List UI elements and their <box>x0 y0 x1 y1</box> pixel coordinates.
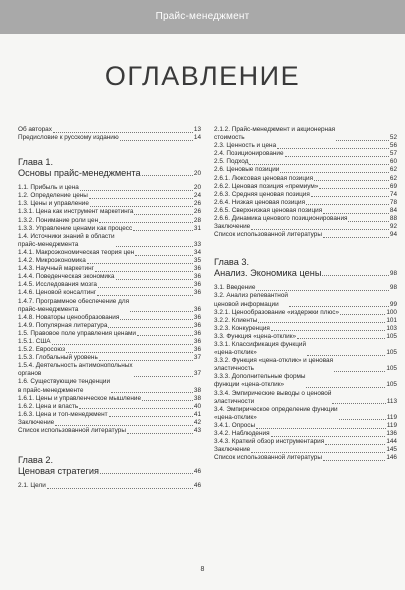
toc-entry-page: 33 <box>193 240 201 248</box>
toc-entry-page: 14 <box>193 134 201 142</box>
toc-entry-title: 1.3.1. Цена как инструмент маркетинга <box>18 208 134 216</box>
toc-entry-page: 60 <box>389 158 397 166</box>
toc-entry[interactable] <box>18 314 201 322</box>
dot-leader <box>95 271 193 272</box>
dot-leader <box>334 371 385 372</box>
toc-entry[interactable] <box>18 265 201 273</box>
toc-entry-page: 119 <box>386 413 397 421</box>
toc-entry[interactable] <box>214 191 397 199</box>
toc-entry[interactable] <box>18 217 201 225</box>
toc-entry[interactable] <box>214 158 397 166</box>
toc-entry[interactable] <box>18 273 201 281</box>
toc-entry-page: 105 <box>386 381 397 389</box>
toc-entry[interactable] <box>18 411 201 419</box>
toc-entry-title: 2.6. Ценовые позиции <box>214 166 280 174</box>
toc-entry[interactable] <box>18 378 201 394</box>
toc-entry-page: 94 <box>389 231 397 239</box>
dot-leader <box>271 436 386 437</box>
toc-entry-title: 1.4.1. Макроэкономическая теория цен <box>18 248 135 256</box>
toc-entry-page: 52 <box>389 134 397 142</box>
toc-entry-title: 2.6.1. Люксовая ценовая позиция <box>214 174 314 182</box>
toc-entry-title: 3.4.2. Наблюдения <box>214 430 270 437</box>
dot-leader <box>116 279 193 280</box>
toc-entry-page: 101 <box>386 316 397 324</box>
dot-leader <box>256 290 389 291</box>
dot-leader <box>109 416 193 417</box>
toc-entry[interactable] <box>214 207 397 215</box>
toc-entry-title: 1.4.4. Поведенческая экономика <box>18 273 115 281</box>
toc-entry[interactable] <box>214 373 397 389</box>
toc-entry-page: 105 <box>386 332 397 340</box>
toc-entry[interactable] <box>18 322 201 330</box>
dot-leader <box>251 452 385 453</box>
dot-leader <box>53 132 193 133</box>
toc-entry-title: 1.6. Существующие тенденции в прайс-менеджменте <box>18 378 111 394</box>
toc-entry[interactable] <box>18 482 201 490</box>
chapter-3-entries <box>214 284 397 462</box>
toc-entry[interactable] <box>214 317 397 325</box>
toc-entry[interactable] <box>18 330 201 338</box>
toc-entry-page: 36 <box>193 337 201 345</box>
toc-entry-title: Об авторах <box>18 126 52 133</box>
toc-entry-page: 145 <box>386 446 397 454</box>
toc-entry[interactable] <box>18 192 201 200</box>
toc-entry-page: 99 <box>389 300 397 308</box>
page-number: 8 <box>200 566 205 573</box>
dot-leader <box>90 206 193 207</box>
toc-entry[interactable] <box>18 126 201 134</box>
toc-entry-title: 1.4.8. Новаторы ценообразования <box>18 313 120 321</box>
toc-entry-title: 3.2.3. Конкуренция <box>214 324 270 332</box>
toc-entry[interactable] <box>18 257 201 265</box>
dot-leader <box>99 222 193 223</box>
toc-entry-page: 36 <box>193 321 201 329</box>
toc-entry-title: 3.3.3. Дополнительные формы функции «цена-отклик» <box>214 373 306 389</box>
toc-entry-page: 26 <box>193 200 201 208</box>
toc-entry[interactable] <box>18 427 201 435</box>
toc-entry-page: 103 <box>386 324 397 332</box>
chapter-page: 46 <box>193 468 201 476</box>
dot-leader <box>325 444 385 445</box>
toc-entry-title: 3.3.1. Классификация функций «цена-отклик» <box>214 340 307 357</box>
dot-leader <box>280 172 389 173</box>
toc-entry[interactable] <box>214 341 397 357</box>
toc-entry-page: 36 <box>193 289 201 297</box>
toc-entry[interactable] <box>214 231 397 239</box>
toc-entry[interactable] <box>214 325 397 333</box>
dot-leader <box>127 433 193 434</box>
dot-leader <box>87 263 193 264</box>
toc-entry-page: 34 <box>193 248 201 256</box>
toc-entry-title: 1.4.2. Микроэкономика <box>18 257 86 265</box>
dot-leader <box>111 392 193 393</box>
toc-entry[interactable] <box>214 199 397 207</box>
toc-entry-page: 26 <box>193 208 201 216</box>
toc-right-column <box>214 126 397 462</box>
dot-leader <box>100 473 193 474</box>
toc-entry-page: 36 <box>193 305 201 313</box>
toc-entry-title: 3.3.4. Эмпирические выводы о ценовой эластичности <box>214 389 332 405</box>
toc-entry[interactable] <box>214 175 397 183</box>
toc-entry-title: 3.2.2. Клиенты <box>214 316 258 324</box>
dot-leader <box>79 408 193 409</box>
chapter-2-entries <box>18 482 201 490</box>
dot-leader <box>289 306 389 307</box>
toc-entry-title: 1.3.3. Управление ценами как процесс <box>18 224 133 232</box>
dot-leader <box>120 319 193 320</box>
toc-entry-page: 35 <box>193 257 201 265</box>
dot-leader <box>311 196 389 197</box>
toc-entry[interactable] <box>18 249 201 257</box>
toc-entry-page: 38 <box>193 386 201 394</box>
dot-leader <box>133 230 193 231</box>
toc-entry-title: 1.4. Источники знаний в области прайс-менеджмента <box>18 232 115 248</box>
toc-entry-title: 2.6.6. Динамика ценового позиционирования <box>214 215 348 223</box>
toc-entry-page: 84 <box>389 206 397 214</box>
dot-leader <box>285 156 389 157</box>
dot-leader <box>297 338 385 339</box>
toc-entry-title: 1.5.3. Глобальный уровень <box>18 354 98 362</box>
toc-entry-page: 13 <box>193 126 201 133</box>
toc-entry-page: 31 <box>193 224 201 232</box>
dot-leader <box>116 246 193 247</box>
toc-entry[interactable] <box>214 430 397 438</box>
toc-entry-title: 3.3. Функция «цена-отклик» <box>214 332 297 340</box>
toc-entry-title: Предисловие к русскому изданию <box>18 134 119 142</box>
toc-entry-page: 20 <box>193 184 201 192</box>
toc-entry[interactable] <box>18 338 201 346</box>
toc-entry-title: 1.4.9. Популярная литература <box>18 321 108 329</box>
dot-leader <box>307 355 385 356</box>
toc-entry-page: 43 <box>193 427 201 434</box>
dot-leader <box>98 287 193 288</box>
toc-entry[interactable] <box>214 292 397 308</box>
toc-entry[interactable] <box>214 422 397 430</box>
toc-entry-title: 2.6.4. Низкая ценовая позиция <box>214 198 306 206</box>
toc-entry[interactable] <box>214 150 397 158</box>
toc-entry-title: 1.3. Цены и управление <box>18 200 89 208</box>
toc-entry-page: 69 <box>389 182 397 190</box>
toc-entry[interactable] <box>18 362 201 378</box>
toc-entry-page: 37 <box>193 370 201 378</box>
chapter-name: Анализ. Экономика цены <box>214 267 322 278</box>
toc-entry-title: 1.4.3. Научный маркетинг <box>18 265 94 273</box>
toc-entry-title: 1.6.1. Цены и управленческое мышление <box>18 394 141 402</box>
chapter-name: Ценовая стратегия <box>18 465 99 476</box>
dot-leader <box>47 488 193 489</box>
toc-entry-page: 98 <box>389 284 397 292</box>
toc-entry-title: Список использованной литературы <box>214 231 322 239</box>
dot-leader <box>336 140 389 141</box>
toc-entry-page: 36 <box>193 281 201 289</box>
dot-leader <box>339 419 386 420</box>
toc-entry[interactable] <box>214 390 397 406</box>
toc-entry-page: 36 <box>193 273 201 281</box>
toc-entry[interactable] <box>214 357 397 373</box>
dot-leader <box>120 140 193 141</box>
toc-entry-title: 3.4.3. Краткий обзор инструментария <box>214 438 325 446</box>
dot-leader <box>271 330 385 331</box>
dot-leader <box>80 190 193 191</box>
toc-entry-title: 1.4.7. Программное обеспечение для прайс-менеджмента <box>18 297 130 313</box>
dot-leader <box>340 314 385 315</box>
dot-leader <box>142 400 193 401</box>
toc-entry-title: 3.2. Анализ релевантной ценовой информации <box>214 292 288 308</box>
toc-entry-title: 1.5. Правовое поле управления ценами <box>18 329 136 337</box>
toc-entry-title: 2.4. Позиционирование <box>214 150 284 158</box>
toc-entry[interactable] <box>18 208 201 216</box>
chapter-label: Глава 3. <box>214 257 250 268</box>
dot-leader <box>137 335 193 336</box>
dot-leader <box>314 180 389 181</box>
toc-entry-title: 1.5.4. Деятельность антимонопольных органов <box>18 362 133 378</box>
toc-entry-page: 40 <box>193 402 201 410</box>
toc-entry[interactable] <box>18 419 201 427</box>
toc-entry[interactable] <box>18 346 201 354</box>
toc-left-column <box>18 126 201 490</box>
dot-leader <box>319 188 389 189</box>
toc-entry-page: 113 <box>386 397 397 405</box>
dot-leader <box>323 237 389 238</box>
running-header: Прайс-менеджмент <box>0 0 405 34</box>
chapter-name: Основы прайс-менеджмента <box>18 167 141 178</box>
toc-entry-title: 1.3.2. Понимание роли цен <box>18 216 99 224</box>
toc-entry-page: 146 <box>386 454 397 462</box>
toc-entry[interactable] <box>214 223 397 231</box>
toc-entry-title: 3.1. Введение <box>214 284 256 292</box>
dot-leader <box>66 352 193 353</box>
toc-entry-page: 36 <box>193 346 201 354</box>
toc-entry-page: 36 <box>193 265 201 273</box>
toc-entry-page: 57 <box>389 150 397 158</box>
toc-entry[interactable] <box>18 289 201 297</box>
toc-entry-page: 100 <box>386 308 397 316</box>
toc-entry-page: 144 <box>386 438 397 446</box>
dot-leader <box>134 376 193 377</box>
toc-entry[interactable] <box>214 166 397 174</box>
dot-leader <box>277 148 389 149</box>
toc-entry[interactable] <box>214 309 397 317</box>
chapter-1-heading[interactable] <box>18 157 201 178</box>
toc-entry[interactable] <box>18 354 201 362</box>
toc-entry-title: 1.5.1. США <box>18 337 51 345</box>
dot-leader <box>142 175 193 176</box>
page-title: ОГЛАВЛЕНИЕ <box>104 61 301 91</box>
dot-leader <box>249 164 388 165</box>
dot-leader <box>130 311 193 312</box>
toc-entry-title: Список использованной литературы <box>18 427 126 434</box>
toc-entry-title: 2.5. Подход <box>214 158 249 166</box>
toc-entry-title: 1.4.5. Исследования мозга <box>18 281 97 289</box>
dot-leader <box>323 213 389 214</box>
toc-entry-title: 3.2.1. Ценообразование «издержки плюс» <box>214 308 339 316</box>
toc-entry[interactable] <box>214 215 397 223</box>
toc-entry-page: 119 <box>386 421 397 429</box>
toc-entry-title: 2.1.2. Прайс-менеджмент и акционерная стоимость <box>214 126 336 142</box>
dot-leader <box>306 387 385 388</box>
toc-entry[interactable] <box>18 134 201 142</box>
toc-entry-title: 3.4.1. Опросы <box>214 421 256 429</box>
toc-entry[interactable] <box>18 395 201 403</box>
dot-leader <box>135 255 193 256</box>
chapter-2-heading[interactable] <box>18 455 201 476</box>
toc-entry-page: 36 <box>193 313 201 321</box>
toc-entry-title: 3.4. Эмпирическое определение функции «цена-отклик» <box>214 405 338 421</box>
toc-entry-page: 74 <box>389 190 397 198</box>
toc-entry-title: 1.4.6. Ценовой консалтинг <box>18 289 97 297</box>
toc-entry[interactable] <box>18 298 201 314</box>
toc-entry-page: 41 <box>193 410 201 418</box>
toc-entry[interactable] <box>18 233 201 249</box>
toc-entry[interactable] <box>18 403 201 411</box>
chapter-label: Глава 1. <box>18 157 54 168</box>
toc-entry[interactable] <box>214 142 397 150</box>
toc-entry-title: Заключение <box>214 223 251 231</box>
toc-entry[interactable] <box>214 333 397 341</box>
toc-entry[interactable] <box>214 438 397 446</box>
chapter-3-heading[interactable] <box>214 257 397 278</box>
dot-leader <box>97 295 193 296</box>
chapter-2-continued-entries <box>214 126 397 239</box>
toc-entry-title: 1.5.2. Евросоюз <box>18 346 66 354</box>
toc-entry-page: 105 <box>386 349 397 357</box>
dot-leader <box>52 344 193 345</box>
dot-leader <box>99 360 193 361</box>
toc-entry-title: 2.6.2. Ценовая позиция «премиум» <box>214 182 319 190</box>
dot-leader <box>348 221 388 222</box>
toc-entry-page: 42 <box>193 418 201 426</box>
toc-entry-page: 136 <box>386 430 397 437</box>
dot-leader <box>89 198 193 199</box>
toc-entry-page: 56 <box>389 142 397 150</box>
toc-entry-page: 92 <box>389 223 397 231</box>
toc-entry-title: Заключение <box>214 446 251 454</box>
toc-entry-title: 2.6.5. Сверхнизкая ценовая позиция <box>214 206 323 214</box>
toc-entry[interactable] <box>214 126 397 142</box>
dot-leader <box>55 425 193 426</box>
toc-entry[interactable] <box>214 454 397 462</box>
toc-entry-page: 46 <box>193 482 201 490</box>
toc-entry-title: 1.6.2. Цена и власть <box>18 402 79 410</box>
dot-leader <box>323 460 385 461</box>
toc-entry-title: 3.3.2. Функция «цена-отклик» и ценовая эластичность <box>214 357 334 373</box>
toc-entry-page: 88 <box>389 215 397 223</box>
toc-entry[interactable] <box>18 225 201 233</box>
toc-entry-title: 1.2. Определение цены <box>18 192 88 200</box>
front-matter-list <box>18 126 201 142</box>
dot-leader <box>306 204 389 205</box>
chapter-page: 20 <box>193 170 201 178</box>
toc-entry-title: 1.1. Прибыль и цена <box>18 184 79 192</box>
chapter-page: 98 <box>389 270 397 278</box>
chapter-label: Глава 2. <box>18 455 54 466</box>
toc-entry-page: 62 <box>389 174 397 182</box>
dot-leader <box>332 403 385 404</box>
toc-entry-title: Заключение <box>18 418 55 426</box>
toc-entry-title: 2.6.3. Средняя ценовая позиция <box>214 190 310 198</box>
dot-leader <box>256 428 386 429</box>
toc-entry-title: 2.1. Цели <box>18 482 46 490</box>
toc-entry[interactable] <box>18 184 201 192</box>
toc-entry-page: 105 <box>386 365 397 373</box>
dot-leader <box>251 229 389 230</box>
toc-entry[interactable] <box>214 183 397 191</box>
toc-entry-page: 78 <box>389 198 397 206</box>
chapter-1-entries <box>18 184 201 435</box>
toc-entry-page: 37 <box>193 354 201 362</box>
toc-entry-page: 36 <box>193 329 201 337</box>
dot-leader <box>322 275 388 276</box>
toc-entry-page: 28 <box>193 216 201 224</box>
dot-leader <box>108 327 192 328</box>
toc-entry-title: Список использованной литературы <box>214 454 322 462</box>
toc-entry-page: 24 <box>193 192 201 200</box>
toc-entry-page: 62 <box>389 166 397 174</box>
dot-leader <box>134 214 192 215</box>
toc-entry[interactable] <box>18 200 201 208</box>
toc-entry-page: 38 <box>193 394 201 402</box>
dot-leader <box>258 322 385 323</box>
toc-entry-title: 2.3. Ценность и цена <box>214 142 277 150</box>
toc-entry-title: 1.6.3. Цена и топ-менеджмент <box>18 410 108 418</box>
toc-entry[interactable] <box>214 406 397 422</box>
